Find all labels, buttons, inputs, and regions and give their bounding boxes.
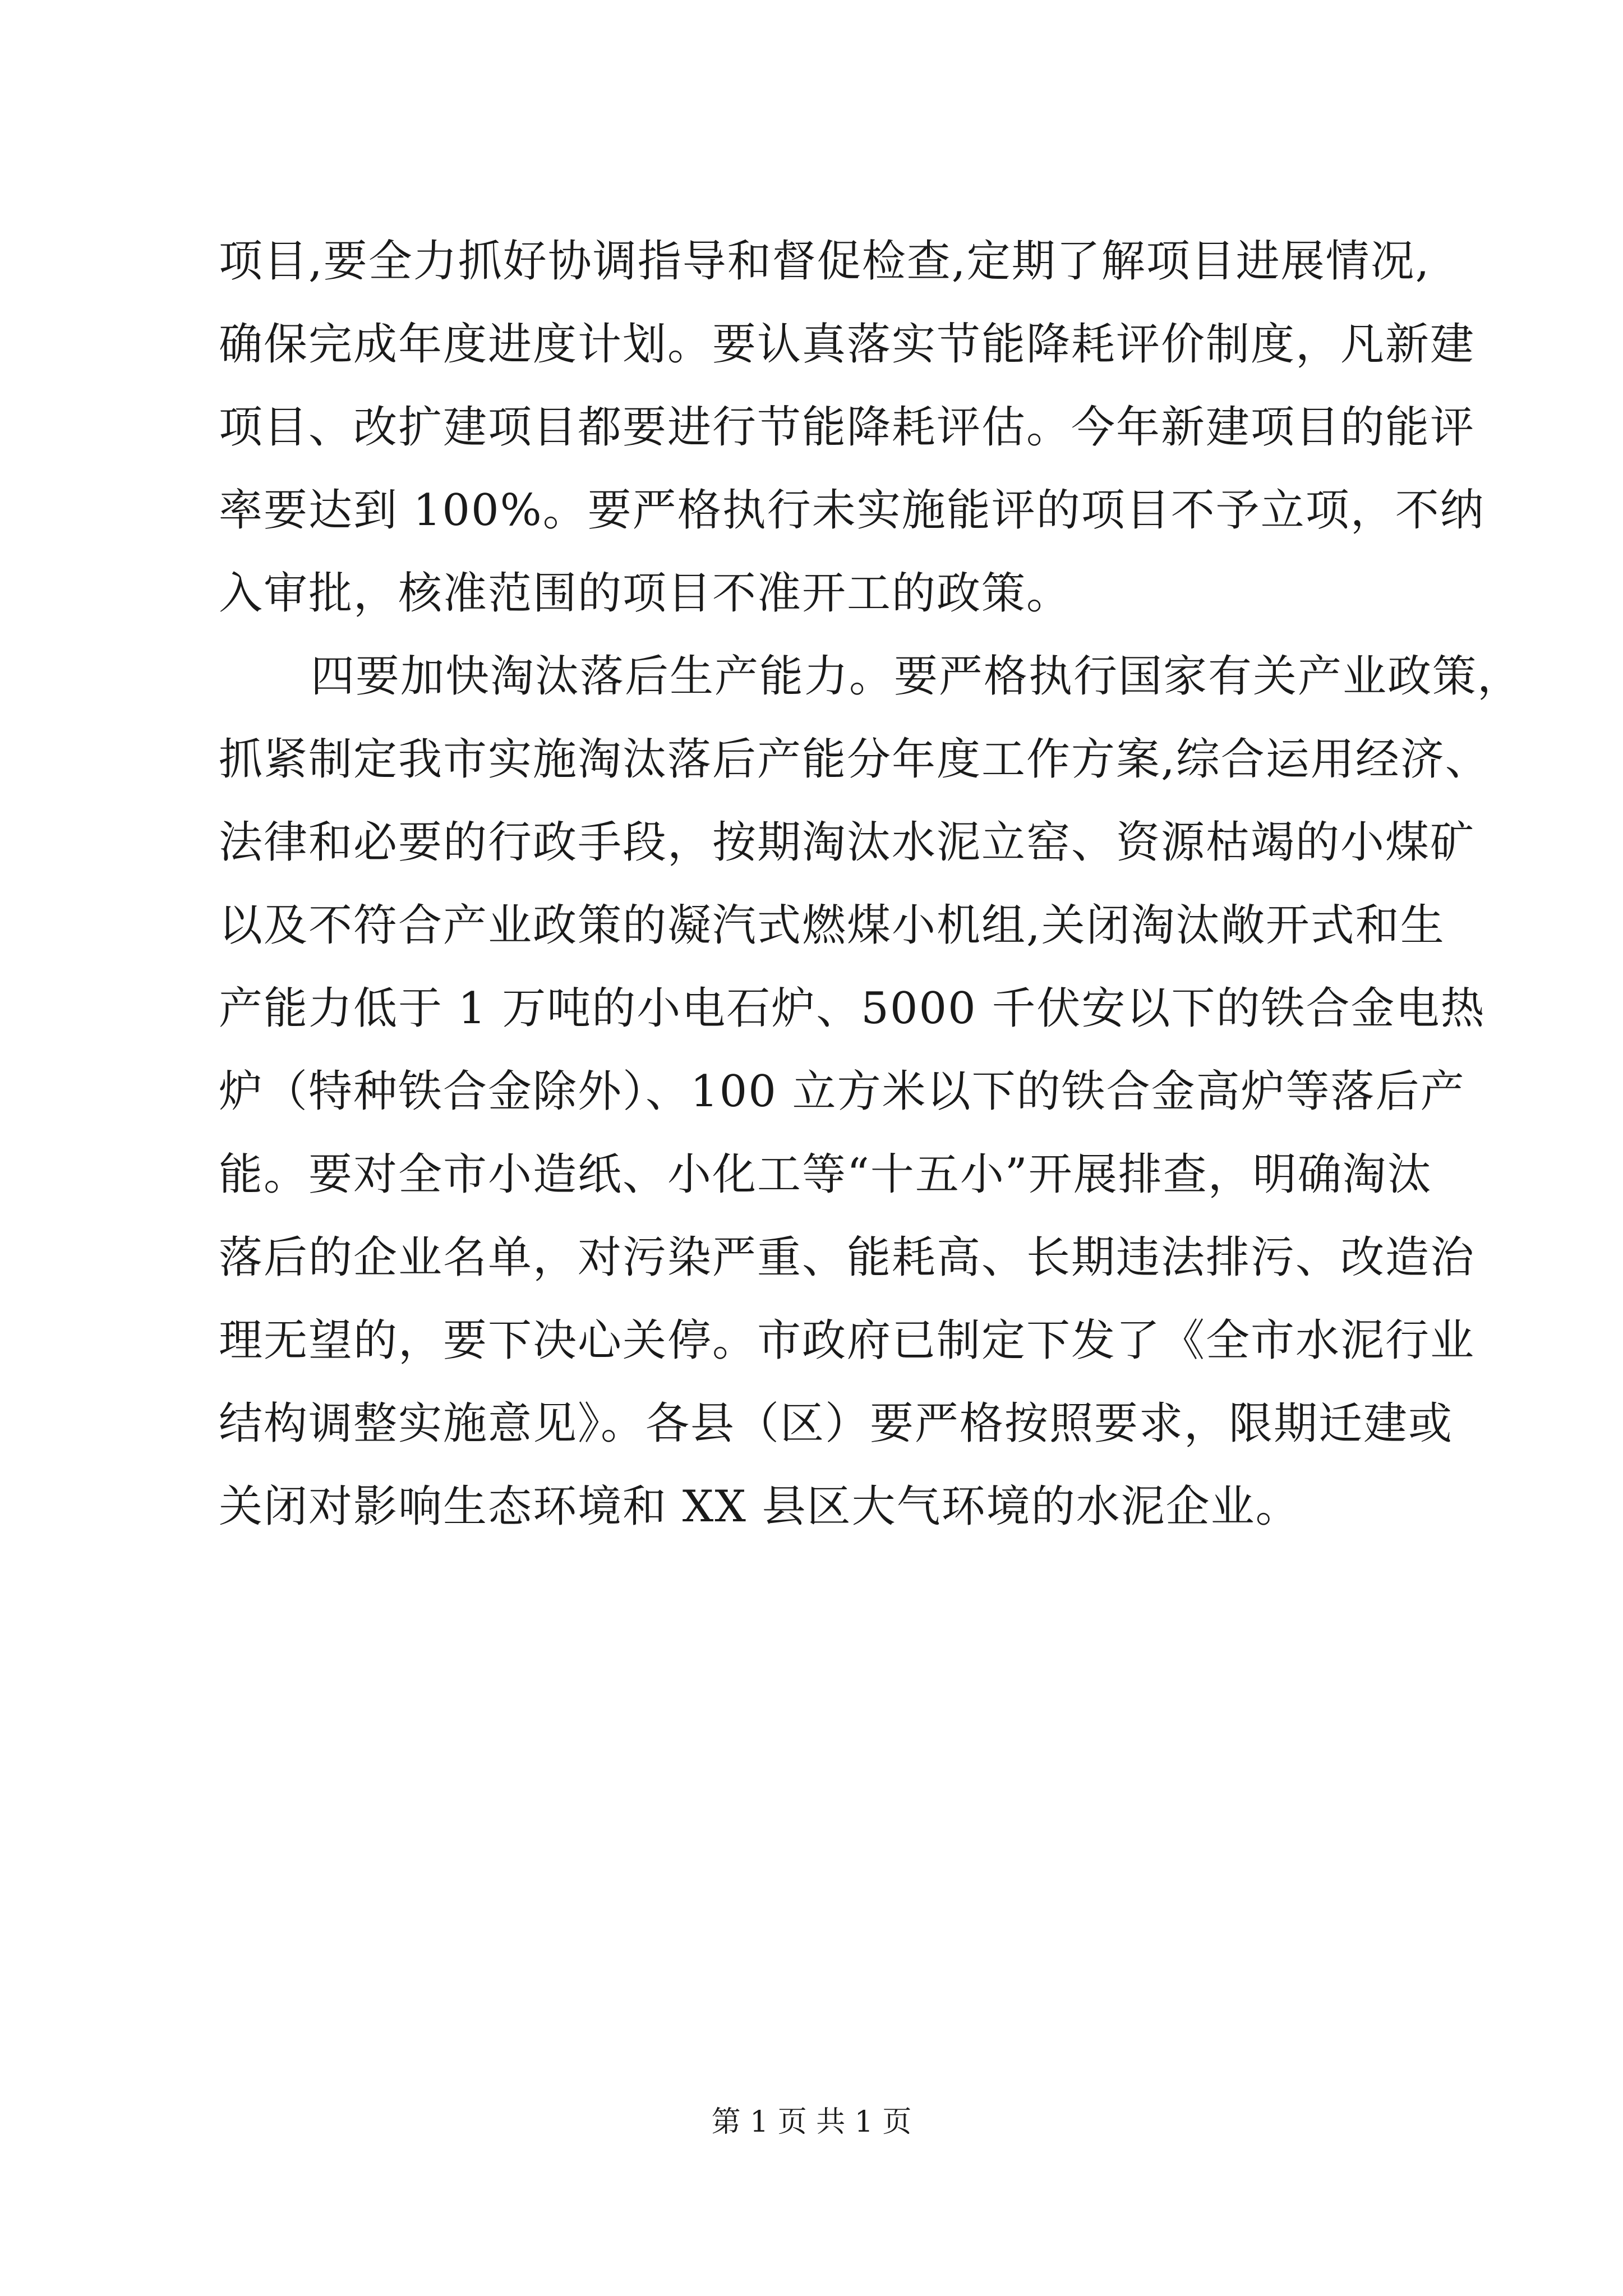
paragraph-line: 以及不符合产业政策的凝汽式燃煤小机组,关闭淘汰敞开式和生 [219, 900, 1445, 951]
paragraph-line: 法律和必要的行政手段，按期淘汰水泥立窑、资源枯竭的小煤矿 [219, 817, 1476, 868]
paragraph-line: 产能力低于 1 万吨的小电石炉、5000 千伏安以下的铁合金电热 [219, 983, 1486, 1034]
paragraph-line: 项目、改扩建项目都要进行节能降耗评估。今年新建项目的能评 [219, 402, 1476, 453]
paragraph-2 [219, 635, 1523, 1548]
paragraph-line: 确保完成年度进度计划。要认真落实节能降耗评价制度，凡新建 [219, 319, 1476, 370]
paragraph-line: 结构调整实施意见》。各县（区）要严格按照要求，限期迁建或 [219, 1398, 1454, 1449]
paragraph-line: 四要加快淘汰落后生产能力。要严格执行国家有关产业政策， [311, 651, 1523, 702]
page-footer: 第 1 页 共 1 页 [711, 2105, 912, 2139]
paragraph-line: 炉（特种铁合金除外）、100 立方米以下的铁合金高炉等落后产 [219, 1066, 1465, 1117]
paragraph-line: 关闭对影响生态环境和 XX 县区大气环境的水泥企业。 [219, 1481, 1301, 1532]
paragraph-line: 率要达到 100%。要严格执行未实施能评的项目不予立项，不纳 [219, 485, 1485, 536]
paragraph-line: 落后的企业名单，对污染严重、能耗高、长期违法排污、改造治 [219, 1232, 1476, 1283]
paragraph-line: 项目,要全力抓好协调指导和督促检查,定期了解项目进展情况, [219, 236, 1431, 287]
paragraph-line: 抓紧制定我市实施淘汰落后产能分年度工作方案,综合运用经济、 [219, 734, 1490, 785]
paragraph-line: 入审批，核准范围的项目不准开工的政策。 [219, 568, 1072, 619]
paragraph-line: 能。要对全市小造纸、小化工等“十五小”开展排查，明确淘汰 [219, 1149, 1432, 1200]
paragraph-1 [219, 220, 1485, 635]
document-body [219, 220, 1523, 1548]
paragraph-line: 理无望的，要下决心关停。市政府已制定下发了《全市水泥行业 [219, 1315, 1476, 1366]
